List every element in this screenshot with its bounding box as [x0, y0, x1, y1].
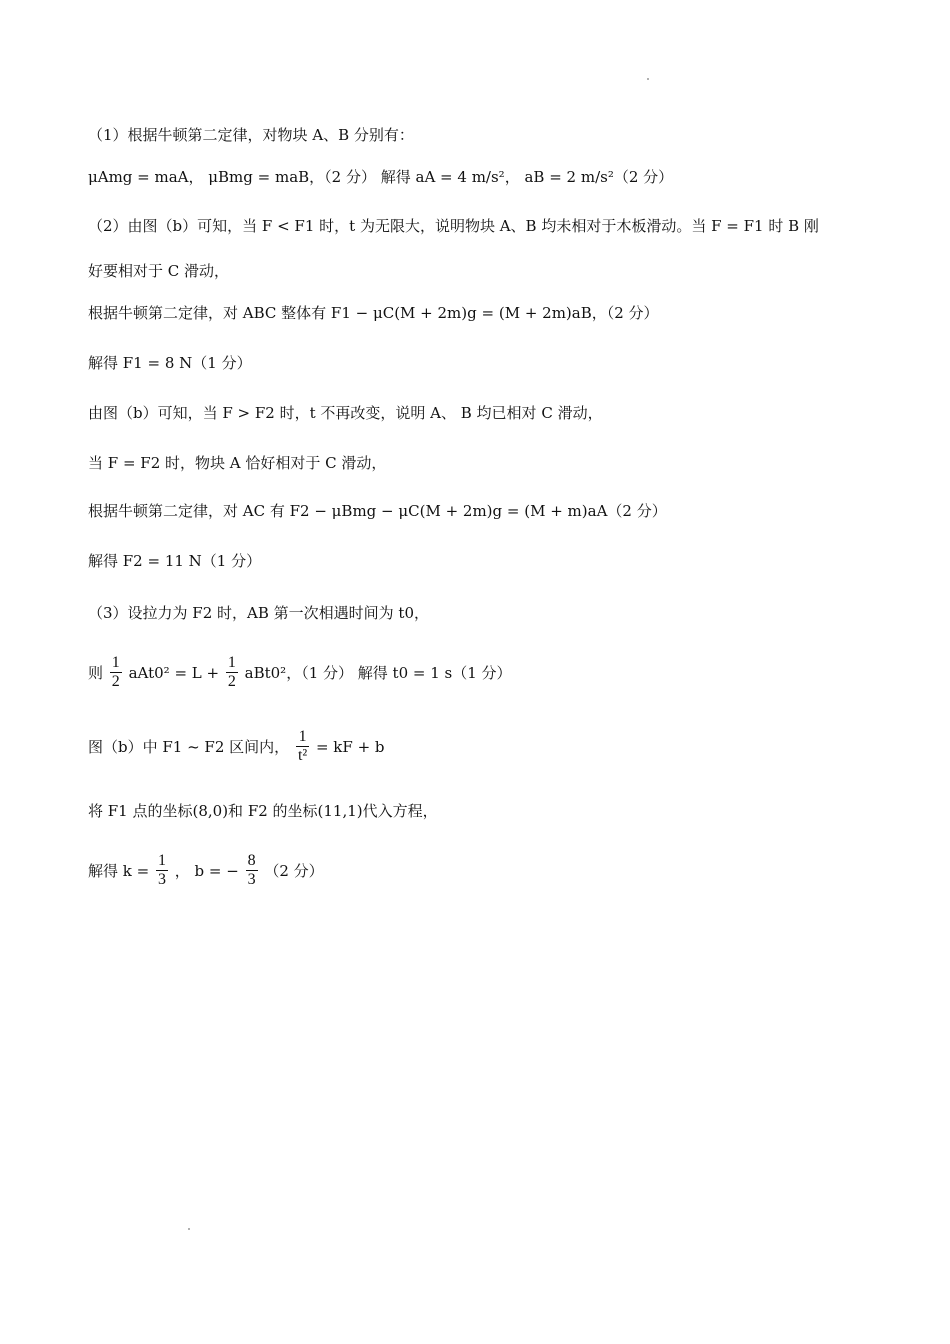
fraction-denominator: 3: [247, 871, 256, 888]
fraction-numerator: 1: [227, 654, 236, 671]
fraction-one-third: [156, 852, 168, 889]
line12-mid: aAt0² = L +: [128, 663, 220, 682]
line15-pre: 解得 k =: [88, 861, 150, 880]
line13-post: = kF + b: [315, 737, 385, 756]
fraction-numerator: 1: [111, 654, 120, 671]
fraction-eight-thirds: [246, 852, 258, 889]
text-line-4: 好要相对于 C 滑动，: [88, 262, 230, 280]
line15-mid: ， b = −: [174, 861, 239, 880]
text-line-1: （1）根据牛顿第二定律，对物块 A、B 分别有：: [88, 126, 414, 144]
line12-post: aBt0²，（1 分） 解得 t0 = 1 s（1 分）: [244, 663, 512, 682]
formula-line-2: μAmg = maA， μBmg = maB，（2 分） 解得 aA = 4 m/s²， aB = 2 m/s²（2 分）: [88, 168, 674, 186]
fraction-denominator: 3: [157, 871, 166, 888]
text-line-11: （3）设拉力为 F2 时，AB 第一次相遇时间为 t0，: [88, 604, 429, 622]
fraction-numerator: 1: [296, 728, 309, 747]
line13-pre: 图（b）中 F1 ~ F2 区间内，: [88, 737, 290, 756]
text-line-14: 将 F1 点的坐标(8,0)和 F2 的坐标(11,1)代入方程，: [88, 802, 438, 820]
formula-line-13: [88, 728, 385, 765]
fraction-half-1: [110, 654, 122, 691]
text-line-6: 解得 F1 = 8 N（1 分）: [88, 354, 252, 372]
formula-line-9: 根据牛顿第二定律，对 AC 有 F2 − μBmg − μC(M + 2m)g = (M + m)aA（2 分）: [88, 502, 667, 520]
text-line-10: 解得 F2 = 11 N（1 分）: [88, 552, 262, 570]
line12-pre: 则: [88, 663, 104, 682]
fraction-denominator: t²: [297, 747, 308, 764]
line15-post: （2 分）: [264, 861, 324, 880]
text-line-3: （2）由图（b）可知，当 F < F1 时，t 为无限大，说明物块 A、B 均未相对于木板滑动。当 F = F1 时 B 刚: [88, 217, 819, 235]
text-line-8: 当 F = F2 时，物块 A 恰好相对于 C 滑动，: [88, 454, 387, 472]
fraction-half-2: [226, 654, 238, 691]
formula-line-12: [88, 654, 512, 691]
speck-mark: [647, 78, 649, 80]
formula-line-15: [88, 852, 324, 889]
fraction-denominator: 2: [227, 673, 236, 690]
fraction-numerator: 1: [157, 852, 166, 869]
fraction-denominator: 2: [111, 673, 120, 690]
fraction-one-over-t-squared: [296, 728, 309, 765]
formula-line-5: 根据牛顿第二定律，对 ABC 整体有 F1 − μC(M + 2m)g = (M + 2m)aB，（2 分）: [88, 304, 659, 322]
fraction-numerator: 8: [247, 852, 256, 869]
speck-mark: [188, 1228, 190, 1230]
text-line-7: 由图（b）可知，当 F > F2 时，t 不再改变，说明 A、 B 均已相对 C 滑动，: [88, 404, 603, 422]
